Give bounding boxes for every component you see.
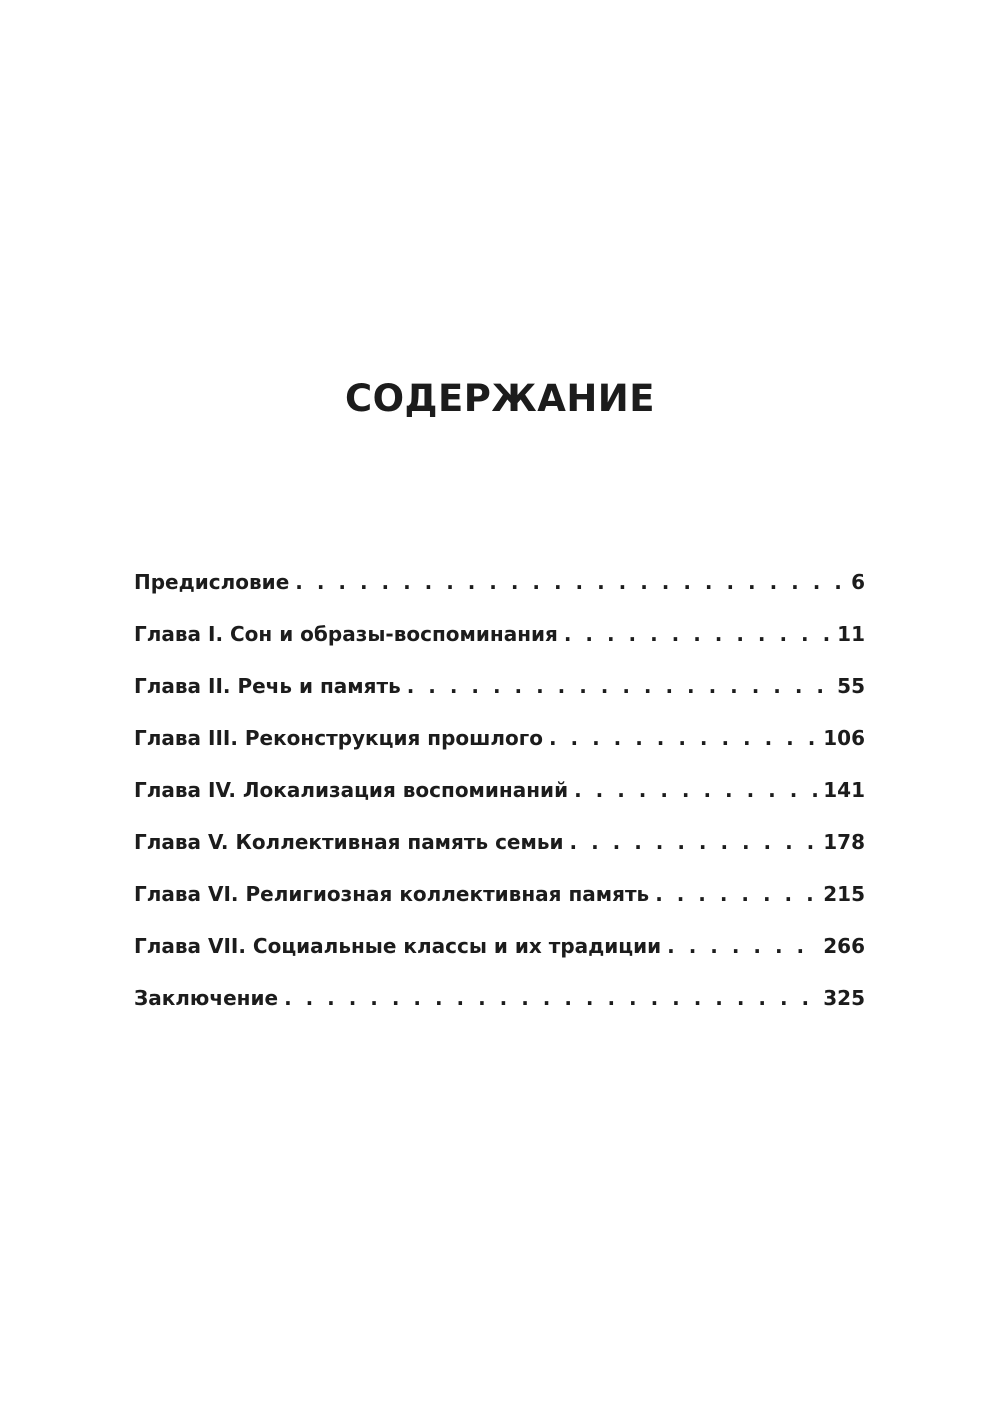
dot-leader — [295, 562, 847, 602]
toc-entry-chapter-7[interactable] — [134, 926, 865, 978]
toc-entry-label: Глава I. Сон и образы-воспоминания — [134, 622, 558, 646]
toc-entry-page: 325 — [823, 986, 865, 1010]
toc-entry-page: 215 — [823, 882, 865, 906]
toc-entry-label: Глава IV. Локализация воспоминаний — [134, 778, 569, 802]
toc-entry-label: Глава VII. Социальные классы и их традиции — [134, 934, 662, 958]
toc-entry-label: Глава VI. Религиозная коллективная память — [134, 882, 650, 906]
dot-leader — [407, 666, 833, 706]
dot-leader — [564, 614, 833, 654]
page-title: СОДЕРЖАНИЕ — [344, 377, 656, 420]
toc-entry-page: 106 — [823, 726, 865, 750]
toc-entry-page: 55 — [837, 674, 865, 698]
dot-leader — [655, 874, 819, 914]
toc-entry-page: 11 — [837, 622, 865, 646]
toc-entry-label: Глава V. Коллективная память семьи — [134, 830, 564, 854]
toc-entry-chapter-1[interactable] — [134, 614, 865, 666]
table-of-contents — [134, 562, 865, 1030]
toc-entry-chapter-5[interactable] — [134, 822, 865, 874]
toc-entry-label: Предисловие — [134, 570, 290, 594]
dot-leader — [549, 718, 819, 758]
toc-entry-label: Глава III. Реконструкция прошлого — [134, 726, 543, 750]
dot-leader — [667, 926, 819, 966]
dot-leader — [574, 770, 819, 810]
toc-entry-label: Заключение — [134, 986, 279, 1010]
toc-entry-page: 178 — [823, 830, 865, 854]
dot-leader — [570, 822, 820, 862]
toc-entry-chapter-3[interactable] — [134, 718, 865, 770]
toc-entry-label: Глава II. Речь и память — [134, 674, 401, 698]
toc-entry-preface[interactable] — [134, 562, 865, 614]
toc-entry-conclusion[interactable] — [134, 978, 865, 1030]
toc-entry-page: 141 — [823, 778, 865, 802]
toc-entry-chapter-4[interactable] — [134, 770, 865, 822]
dot-leader — [284, 978, 819, 1018]
toc-entry-chapter-2[interactable] — [134, 666, 865, 718]
toc-entry-chapter-6[interactable] — [134, 874, 865, 926]
toc-entry-page: 6 — [851, 570, 865, 594]
toc-entry-page: 266 — [823, 934, 865, 958]
